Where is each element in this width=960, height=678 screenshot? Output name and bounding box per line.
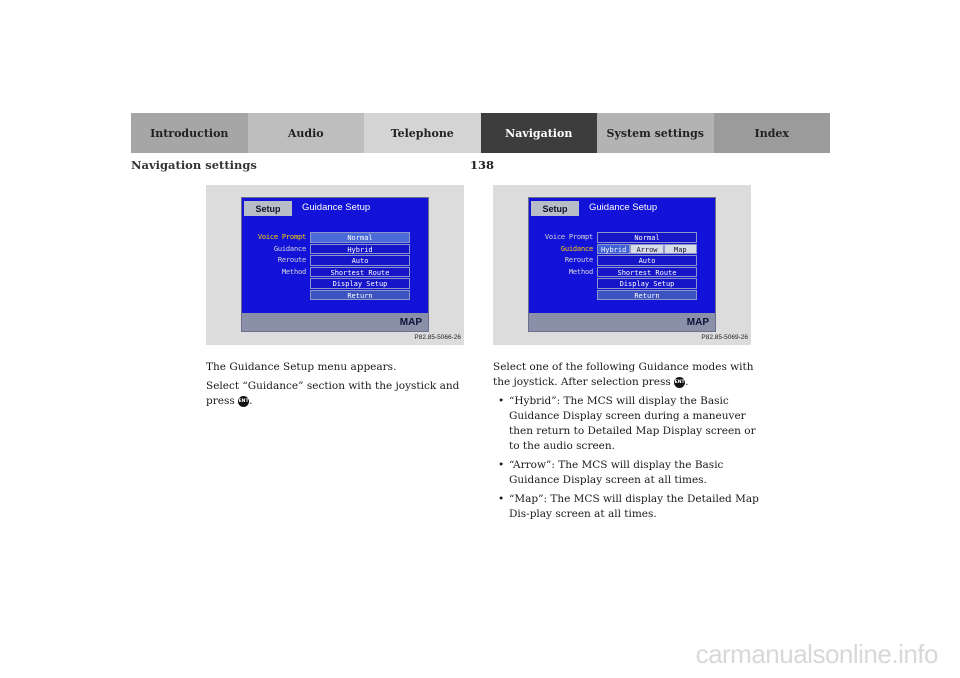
guidance-mode-list <box>493 394 763 522</box>
screen-labels <box>533 232 593 278</box>
paragraph: The Guidance Setup menu appears. <box>206 361 397 373</box>
mode-hybrid: Hybrid <box>597 244 630 255</box>
option-shortest-route: Shortest Route <box>597 267 697 278</box>
list-item: • “Arrow”: The MCS will display the Basic Guidance Display screen at all times. <box>493 458 763 488</box>
list-item: • “Hybrid”: The MCS will display the Basic Guidance Display screen during a maneuver then return to Detailed Map Display screen or to the audio screen. <box>493 394 763 454</box>
paragraph-text: Select one of the following Guidance modes with the joystick. After selection press <box>493 361 754 388</box>
label-reroute: Reroute <box>277 256 306 264</box>
paragraph <box>206 379 468 409</box>
screen-options <box>310 232 410 301</box>
tab-introduction[interactable]: Introduction <box>131 113 248 153</box>
screen-map-label: MAP <box>399 317 422 328</box>
label-guidance: Guidance <box>273 244 306 253</box>
figure-guidance-setup-menu <box>206 185 464 345</box>
paragraph <box>493 360 763 390</box>
label-voice-prompt: Voice Prompt <box>257 233 306 241</box>
option-auto: Auto <box>597 255 697 266</box>
option-return: Return <box>597 290 697 301</box>
option-shortest-route: Shortest Route <box>310 267 410 278</box>
option-normal: Normal <box>310 232 410 243</box>
label-guidance: Guidance <box>560 244 593 253</box>
paragraph-text: Select “Guidance” section with the joystick and press <box>206 380 460 407</box>
mode-map: Map <box>664 244 697 255</box>
screen-map-label: MAP <box>686 317 709 328</box>
screen-options <box>597 232 697 301</box>
right-column-text <box>493 360 763 526</box>
tab-audio[interactable]: Audio <box>248 113 365 153</box>
label-voice-prompt: Voice Prompt <box>544 233 593 241</box>
paragraph-end: . <box>249 395 253 407</box>
ent-button-icon: ENT <box>238 396 249 407</box>
option-auto: Auto <box>310 255 410 266</box>
screen-labels <box>246 232 306 278</box>
tab-system-settings[interactable]: System settings <box>597 113 714 153</box>
tab-navigation[interactable]: Navigation <box>481 113 598 153</box>
mode-arrow: Arrow <box>630 244 663 255</box>
guidance-mode-row <box>597 244 697 255</box>
option-return: Return <box>310 290 410 301</box>
tab-telephone[interactable]: Telephone <box>364 113 481 153</box>
figure-guidance-modes <box>493 185 751 345</box>
top-nav-tabs <box>131 113 830 153</box>
ent-button-icon: ENT <box>674 377 685 388</box>
list-item: • “Map”: The MCS will display the Detailed Map Dis-play screen at all times. <box>493 492 763 522</box>
page-number: 138 <box>470 158 495 172</box>
option-hybrid: Hybrid <box>310 244 410 255</box>
screen-title: Guidance Setup <box>302 202 371 213</box>
figure-code: P82.85-5066-26 <box>414 334 461 341</box>
label-method: Method <box>568 267 593 276</box>
screen-setup-tab: Setup <box>531 201 579 216</box>
nav-screen <box>528 197 716 332</box>
option-display-setup: Display Setup <box>310 278 410 289</box>
nav-screen <box>241 197 429 332</box>
watermark: carmanualsonline.info <box>695 639 938 669</box>
figure-code: P82.85-5069-26 <box>701 334 748 341</box>
screen-setup-tab: Setup <box>244 201 292 216</box>
paragraph-end: . <box>685 376 689 388</box>
screen-title: Guidance Setup <box>589 202 658 213</box>
option-display-setup: Display Setup <box>597 278 697 289</box>
label-reroute: Reroute <box>564 256 593 264</box>
label-method: Method <box>281 267 306 276</box>
option-normal: Normal <box>597 232 697 243</box>
tab-index[interactable]: Index <box>714 113 831 153</box>
left-column-text <box>206 360 468 413</box>
section-title: Navigation settings <box>131 158 257 172</box>
